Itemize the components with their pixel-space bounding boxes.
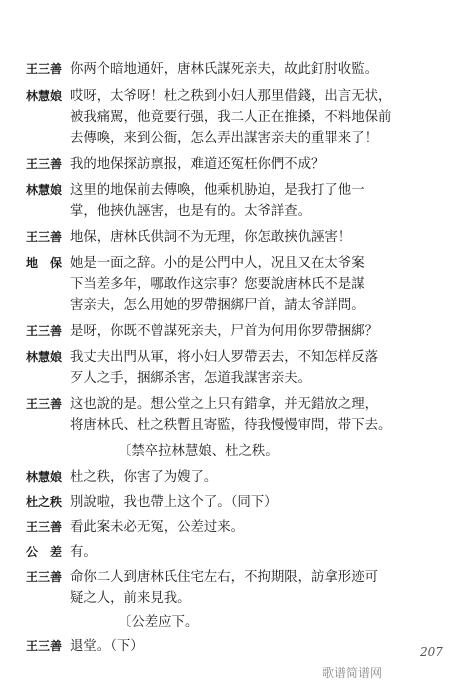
dialogue-line: 杜之秩，你害了为嫂了。	[70, 470, 218, 485]
speaker-label: 王三善	[26, 157, 63, 171]
dialogue-line: 是呀，你既不曾謀死亲夫，尸首为何用你罗帶捆綁？	[70, 324, 378, 339]
speaker-label: 王三善	[26, 230, 63, 244]
dialogue-line: 別說啦，我也帶上这个了。（同下）	[70, 495, 278, 510]
dialogue-line: 将唐林氏、杜之秩暫且寄監，待我慢慢审問，带下去。	[70, 418, 392, 433]
dialogue-line: 掌，他挾仇誣害，也是有的。太爷詳查。	[70, 204, 312, 219]
dialogue-line: 这也說的是。想公堂之上只有錯拿，并无錯放之理，	[70, 397, 378, 412]
dialogue-line: 地保，唐林氏供詞不为无理，你怎敢挾仇誣害！	[70, 230, 352, 245]
dialogue-line: 害亲夫，怎么用她的罗帶捆綁尸首，請太爷詳問。	[70, 298, 365, 313]
dialogue-line: 歹人之手，捆綁杀害，怎道我謀害亲夫。	[70, 371, 312, 386]
dialogue-line: 哎呀，太爷呀！杜之秩到小妇人那里借錢，出言无状，	[70, 89, 392, 104]
watermark: 歌谱简谱网	[322, 666, 383, 680]
speaker-label: 林慧娘	[26, 350, 63, 364]
dialogue-line: 我的地保探訪禀报，难道还冤枉你們不成？	[70, 157, 325, 172]
stage-direction: 〔公差应下。	[118, 615, 199, 630]
speaker-label: 地 保	[26, 256, 63, 270]
speaker-label: 林慧娘	[26, 183, 63, 197]
dialogue-line: 有。	[70, 545, 97, 560]
dialogue-line: 她是一面之辞。小的是公門中人，况且又在太爷案	[70, 256, 365, 271]
speaker-label: 王三善	[26, 397, 63, 411]
speaker-label: 王三善	[26, 324, 63, 338]
speaker-label: 林慧娘	[26, 89, 63, 103]
dialogue-line: 这里的地保前去傳喚，他乘机胁迫，是我打了他一	[70, 183, 365, 198]
dialogue-line: 被我痛駡，他竟要行强，我二人正在推搡，不料地保前	[70, 110, 392, 125]
dialogue-line: 你两个暗地通奸，唐林氏謀死亲夫，故此釘肘收監。	[70, 62, 378, 77]
dialogue-line: 去傳喚，来到公衙，怎么弄出謀害亲夫的重罪来了！	[70, 131, 378, 146]
dialogue-line: 看此案未必无冤，公差过来。	[70, 520, 245, 535]
speaker-label: 公 差	[26, 545, 63, 559]
dialogue-line: 疑之人，前来見我。	[70, 591, 191, 606]
speaker-label: 王三善	[26, 639, 63, 653]
speaker-label: 王三善	[26, 520, 63, 534]
dialogue-line: 下当差多年，哪敢作这宗事？您要說唐林氏不是謀	[70, 277, 365, 292]
dialogue-line: 退堂。（下）	[70, 639, 144, 654]
page-number: 207	[420, 645, 443, 659]
speaker-label: 王三善	[26, 62, 63, 76]
stage-direction: 〔禁卒拉林慧娘、杜之秩。	[118, 444, 279, 459]
dialogue-line: 命你二人到唐林氏住宅左右，不拘期限，訪拿形迹可	[70, 570, 378, 585]
speaker-label: 杜之秩	[26, 495, 63, 509]
speaker-label: 王三善	[26, 570, 63, 584]
dialogue-line: 我丈夫出門从軍，将小妇人罗帶丟去，不知怎样反落	[70, 350, 378, 365]
speaker-label: 林慧娘	[26, 470, 63, 484]
